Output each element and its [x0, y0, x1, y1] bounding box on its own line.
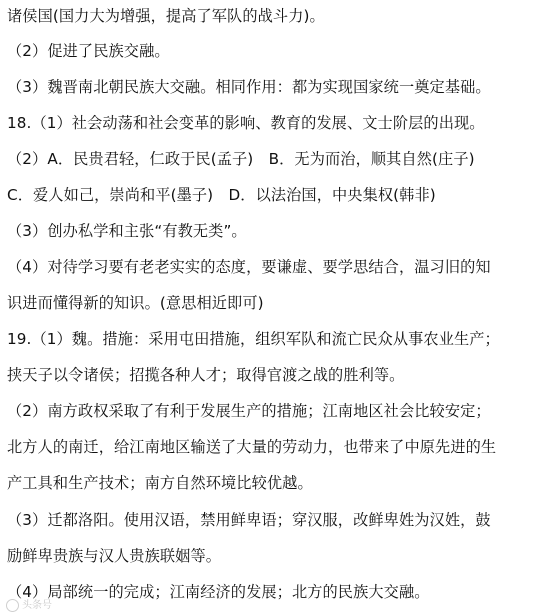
watermark-logo-icon [6, 599, 19, 612]
text-line: C．爱人如己，崇尚和平(墨子) D．以法治国，中央集权(韩非) [7, 186, 436, 204]
text-line: （2）A．民贵君轻，仁政于民(孟子) B．无为而治，顺其自然(庄子) [7, 150, 475, 168]
text-line: （4）对待学习要有老老实实的态度，要谦虚、要学思结合，温习旧的知 [7, 258, 491, 276]
text-line: 产工具和生产技术；南方自然环境比较优越。 [7, 474, 313, 492]
text-line: （3）魏晋南北朝民族大交融。相同作用：都为实现国家统一奠定基础。 [7, 78, 491, 96]
text-line: 诸侯国(国力大为增强，提高了军队的战斗力)。 [7, 7, 325, 25]
text-line: 励鲜卑贵族与汉人贵族联姻等。 [7, 547, 222, 565]
text-line: （4）局部统一的完成；江南经济的发展；北方的民族大交融。 [7, 583, 430, 601]
text-line: 识进而懂得新的知识。(意思相近即可) [7, 294, 264, 312]
text-line: （2）南方政权采取了有利于发展生产的措施；江南地区社会比较安定； [7, 402, 491, 420]
watermark-text: 头条号 [22, 600, 52, 611]
text-line: 18.（1）社会动荡和社会变革的影响、教育的发展、文士阶层的出现。 [7, 114, 485, 132]
watermark [6, 598, 52, 614]
text-line: （3）创办私学和主张“有教无类”。 [7, 222, 247, 240]
text-line: 19.（1）魏。措施：采用屯田措施，组织军队和流亡民众从事农业生产； [7, 330, 500, 348]
text-line: 挟天子以令诸侯；招揽各种人才；取得官渡之战的胜利等。 [7, 366, 405, 384]
text-line: （2）促进了民族交融。 [7, 42, 170, 60]
text-line: 北方人的南迁，给江南地区输送了大量的劳动力，也带来了中原先进的生 [7, 438, 497, 456]
text-line: （3）迁都洛阳。使用汉语，禁用鲜卑语；穿汉服，改鲜卑姓为汉姓，鼓 [7, 511, 491, 529]
